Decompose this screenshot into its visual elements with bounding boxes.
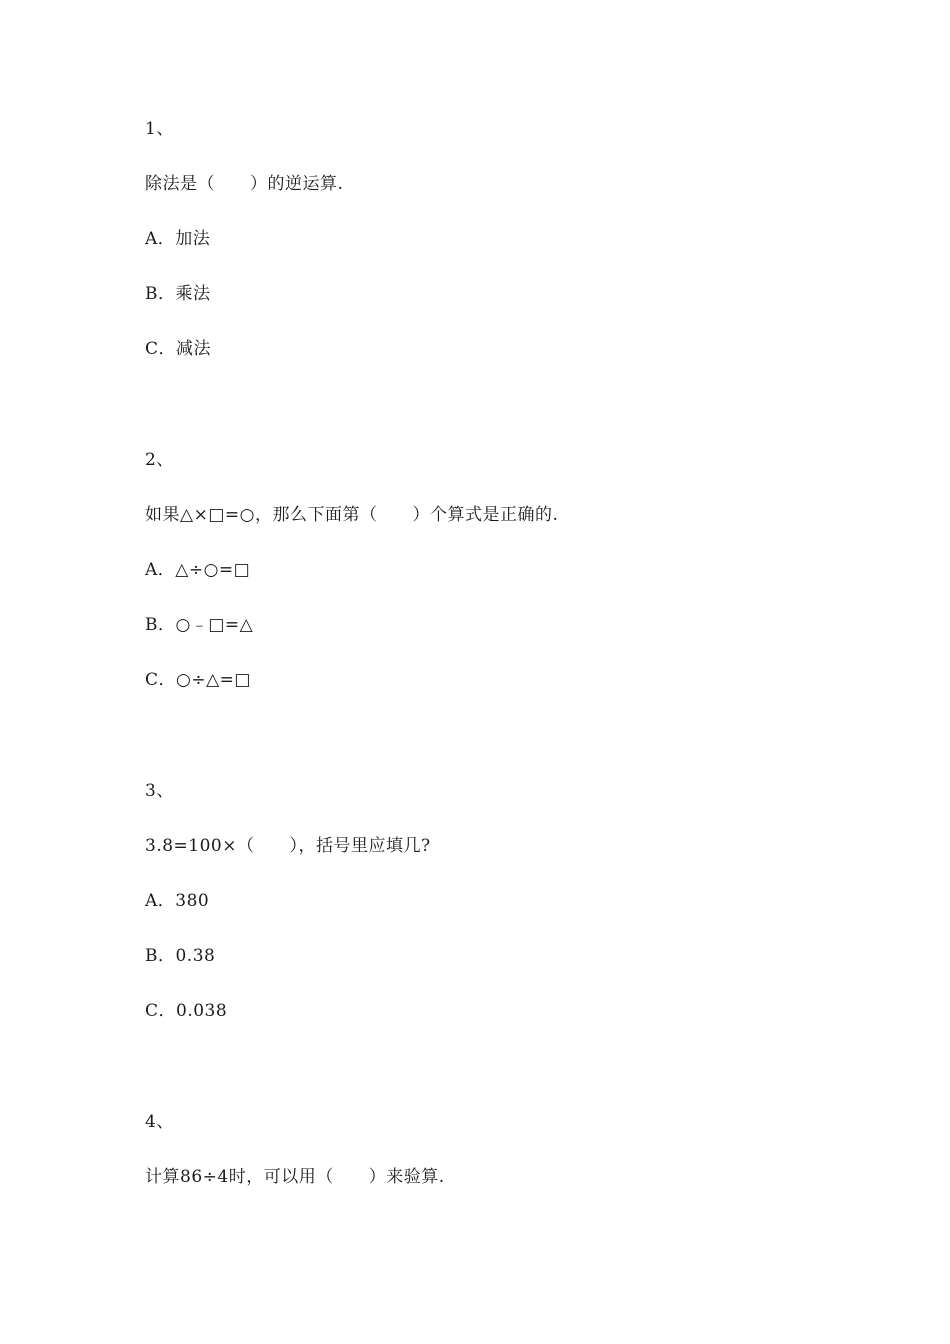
question-1-option-a: A．加法 bbox=[145, 229, 211, 249]
question-3-option-b: B．0.38 bbox=[145, 946, 216, 966]
question-3-option-a: A．380 bbox=[145, 891, 210, 911]
question-4-stem: 计算86÷4时，可以用（ ）来验算. bbox=[145, 1167, 445, 1187]
question-1-stem: 除法是（ ）的逆运算. bbox=[145, 174, 344, 194]
question-3-number: 3、 bbox=[145, 781, 174, 801]
question-4-number: 4、 bbox=[145, 1112, 174, 1132]
question-2-option-b: B．○﹣□=△ bbox=[145, 615, 254, 635]
question-1-option-b: B．乘法 bbox=[145, 284, 211, 304]
question-2-option-c: C．○÷△=□ bbox=[145, 670, 251, 690]
question-1-option-c: C．减法 bbox=[145, 339, 212, 359]
question-1-number: 1、 bbox=[145, 119, 174, 139]
question-3-stem: 3.8=100×（ ），括号里应填几? bbox=[145, 836, 431, 856]
question-2-option-a: A．△÷○=□ bbox=[145, 560, 251, 580]
question-2-number: 2、 bbox=[145, 450, 174, 470]
question-3-option-c: C．0.038 bbox=[145, 1001, 228, 1021]
question-2-stem: 如果△×□=○，那么下面第（ ）个算式是正确的. bbox=[145, 505, 559, 525]
